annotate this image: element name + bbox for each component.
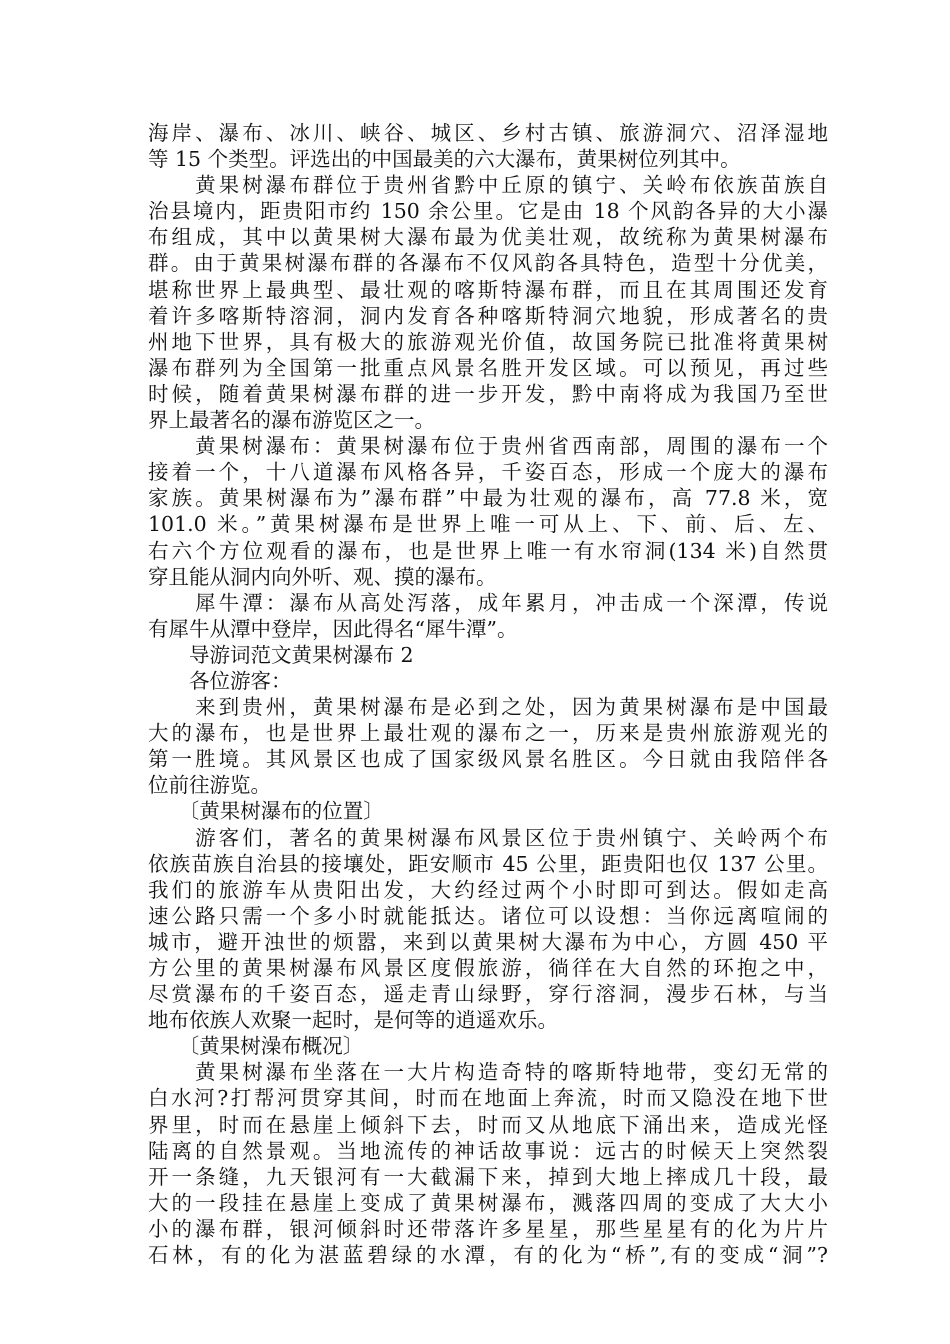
text-line: 瀑布群列为全国第一批重点风景名胜开发区域。可以预见，再过些 <box>148 355 828 380</box>
text-line: 等 15 个类型。评选出的中国最美的六大瀑布，黄果树位列其中。 <box>148 147 741 172</box>
text-line: 右六个方位观看的瀑布，也是世界上唯一有水帘洞(134 米)自然贯 <box>148 538 828 563</box>
text-line: 〔黄果树澡布概况〕 <box>148 1034 364 1059</box>
text-line: 有犀牛从潭中登岸，因此得名“犀牛潭”。 <box>148 616 518 641</box>
text-line: 〔黄果树瀑布的位置〕 <box>148 799 384 824</box>
text-line: 时候，随着黄果树瀑布群的进一步开发，黔中南将成为我国乃至世 <box>148 381 828 406</box>
text-line: 来到贵州，黄果树瀑布是必到之处，因为黄果树瀑布是中国最 <box>148 695 828 720</box>
text-line: 101.0 米。”黄果树瀑布是世界上唯一可从上、下、前、后、左、 <box>148 512 828 537</box>
text-line: 游客们，著名的黄果树瀑布风景区位于贵州镇宁、关岭两个布 <box>148 825 828 850</box>
text-line: 黄果树瀑布坐落在一大片构造奇特的喀斯特地带，变幻无常的 <box>148 1060 828 1085</box>
text-line: 依族苗族自治县的接壤处，距安顺市 45 公里，距贵阳也仅 137 公里。 <box>148 851 828 876</box>
text-line: 城市，避开浊世的烦嚣，来到以黄果树大瀑布为中心，方圆 450 平 <box>148 929 828 954</box>
text-line: 黄果树瀑布：黄果树瀑布位于贵州省西南部，周围的瀑布一个 <box>148 434 828 459</box>
text-line: 开一条缝，九天银河有一大截漏下来，掉到大地上摔成几十段，最 <box>148 1164 828 1189</box>
text-line: 布组成，其中以黄果树大瀑布最为优美壮观，故统称为黄果树瀑布 <box>148 225 828 250</box>
text-line: 接着一个，十八道瀑布风格各异，千姿百态，形成一个庞大的瀑布 <box>148 460 828 485</box>
text-line: 导游词范文黄果树瀑布 2 <box>148 642 414 667</box>
text-line: 我们的旅游车从贵阳出发，大约经过两个小时即可到达。假如走高 <box>148 877 828 902</box>
text-line: 尽赏瀑布的千姿百态，遥走青山绿野，穿行溶洞，漫步石林，与当 <box>148 982 828 1007</box>
text-line: 海岸、瀑布、冰川、峡谷、城区、乡村古镇、旅游洞穴、沼泽湿地 <box>148 121 828 145</box>
text-line: 位前往游览。 <box>148 773 271 798</box>
text-line: 群。由于黄果树瀑布群的各瀑布不仅风韵各具特色，造型十分优美， <box>148 251 828 276</box>
text-line: 黄果树瀑布群位于贵州省黔中丘原的镇宁、关岭布依族苗族自 <box>148 173 828 198</box>
text-line: 家族。黄果树瀑布为”瀑布群”中最为壮观的瀑布，高 77.8 米，宽 <box>148 486 828 511</box>
text-line: 界里，时而在悬崖上倾斜下去，时而又从地底下涌出来，造成光怪 <box>148 1112 828 1137</box>
text-line: 堪称世界上最典型、最壮观的喀斯特瀑布群，而且在其周围还发育 <box>148 277 828 302</box>
text-line: 界上最著名的瀑布游览区之一。 <box>148 408 435 433</box>
text-line: 石林，有的化为湛蓝碧绿的水潭，有的化为“桥”,有的变成“洞”? <box>148 1243 828 1268</box>
text-line: 陆离的自然景观。当地流传的神话故事说：远古的时候天上突然裂 <box>148 1138 828 1163</box>
text-line: 速公路只需一个多小时就能抵达。诸位可以设想：当你远离喧闹的 <box>148 903 828 928</box>
text-line: 大的瀑布，也是世界上最壮观的瀑布之一，历来是贵州旅游观光的 <box>148 721 828 746</box>
text-line: 治县境内，距贵阳市约 150 余公里。它是由 18 个风韵各异的大小瀑 <box>148 199 828 224</box>
text-line: 地布依族人欢聚一起时，是何等的逍遥欢乐。 <box>148 1008 558 1033</box>
text-line: 州地下世界，具有极大的旅游观光价值，故国务院已批准将黄果树 <box>148 329 828 354</box>
document-body <box>148 120 828 1268</box>
text-line: 白水河?打帮河贯穿其间，时而在地面上奔流，时而又隐没在地下世 <box>148 1086 828 1111</box>
text-line: 大的一段挂在悬崖上变成了黄果树瀑布，溅落四周的变成了大大小 <box>148 1190 828 1215</box>
text-line: 小的瀑布群，银河倾斜时还带落许多星星，那些星星有的化为片片 <box>148 1216 828 1241</box>
text-line: 方公里的黄果树瀑布风景区度假旅游，徜徉在大自然的环抱之中， <box>148 956 828 980</box>
text-line: 穿且能从洞内向外听、观、摸的瀑布。 <box>148 564 497 589</box>
text-line: 犀牛潭：瀑布从高处泻落，成年累月，冲击成一个深潭，传说 <box>148 590 828 615</box>
text-line: 着许多喀斯特溶洞，洞内发育各种喀斯特洞穴地貌，形成著名的贵 <box>148 303 828 328</box>
text-line: 第一胜境。其风景区也成了国家级风景名胜区。今日就由我陪伴各 <box>148 747 828 772</box>
text-line: 各位游客： <box>148 668 292 693</box>
